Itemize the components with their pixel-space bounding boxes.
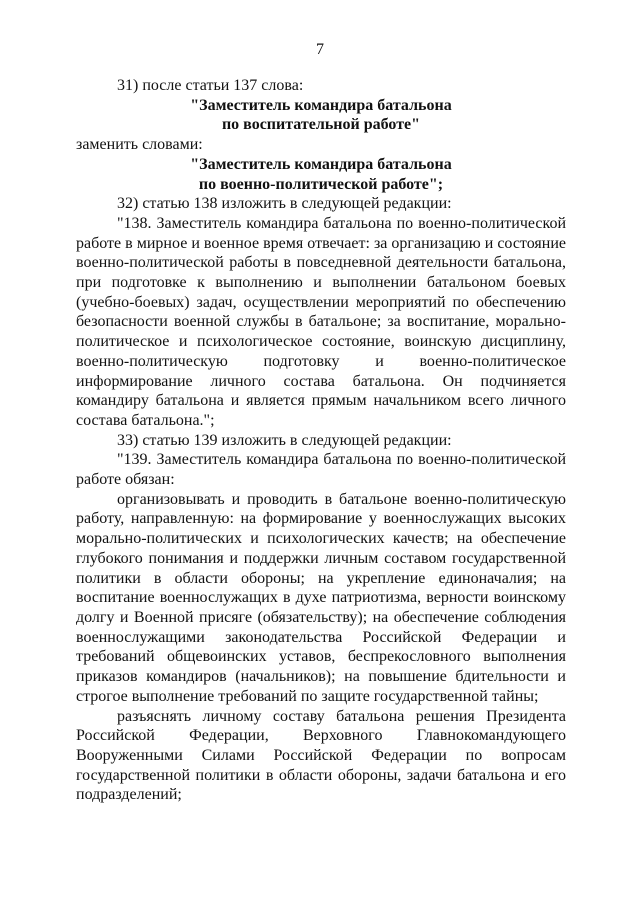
duty-paragraph-1: организовывать и проводить в батальоне военно-политическую работу, направленную: на формирование у военнослужащих высоких морально-политических и психологических качеств; на обеспечение глубокого понимания и поддержки личным составом государственной политики в области обороны; на укрепление единоначалия; на воспитание военнослужащих в духе патриотизма, верности воинскому долгу и Военной присяге (обязательству); на обеспечение соблюдения военнослужащими законодательства Российской Федерации и требований общевоинских уставов, беспрекословного выполнения приказов командиров (начальников); на повышение бдительности и строгое выполнение требований по защите государственной тайны; [76, 490, 566, 705]
page-number: 7 [316, 41, 324, 58]
duty-paragraph-2: разъяснять личному составу батальона решения Президента Российской Федерации, Верховного Главнокомандующего Вооруженными Силами Российской Федерации по вопросам государственной политики в области обороны, задачи батальона и его подразделений; [76, 707, 566, 804]
replace-phrase: заменить словами: [76, 136, 203, 154]
old-title-line-1: "Заместитель командира батальона [190, 96, 452, 114]
item-31-intro: 31) после статьи 137 слова: [117, 77, 304, 94]
page-body [76, 76, 566, 805]
article-138-text: "138. Заместитель командира батальона по военно-политической работе в мирное и военное время отвечает: за организацию и состояние военно-политической работы в повседневной деятельности батальона, при подготовке к выполнению и выполнении батальоном боевых (учебно-боевых) задач, осуществлении мероприятий по обеспечению безопасности военной службы в батальоне; за воспитание, морально-политическое и психологическое состояние, воинскую дисциплину, военно-политическую подготовку и военно-политическое информирование личного состава батальона. Он подчиняется командиру батальона и является прямым начальником всего личного состава батальона."; [76, 214, 566, 429]
item-33-intro: 33) статью 139 изложить в следующей редакции: [117, 431, 452, 449]
old-title-line-2: по воспитательной работе" [221, 116, 421, 134]
item-32-intro: 32) статью 138 изложить в следующей редакции: [117, 195, 452, 213]
article-139-intro: "139. Заместитель командира батальона по военно-политической работе обязан: [76, 451, 566, 489]
new-title-line-2: по военно-политической работе"; [198, 175, 444, 193]
new-title-line-1: "Заместитель командира батальона [190, 155, 452, 173]
